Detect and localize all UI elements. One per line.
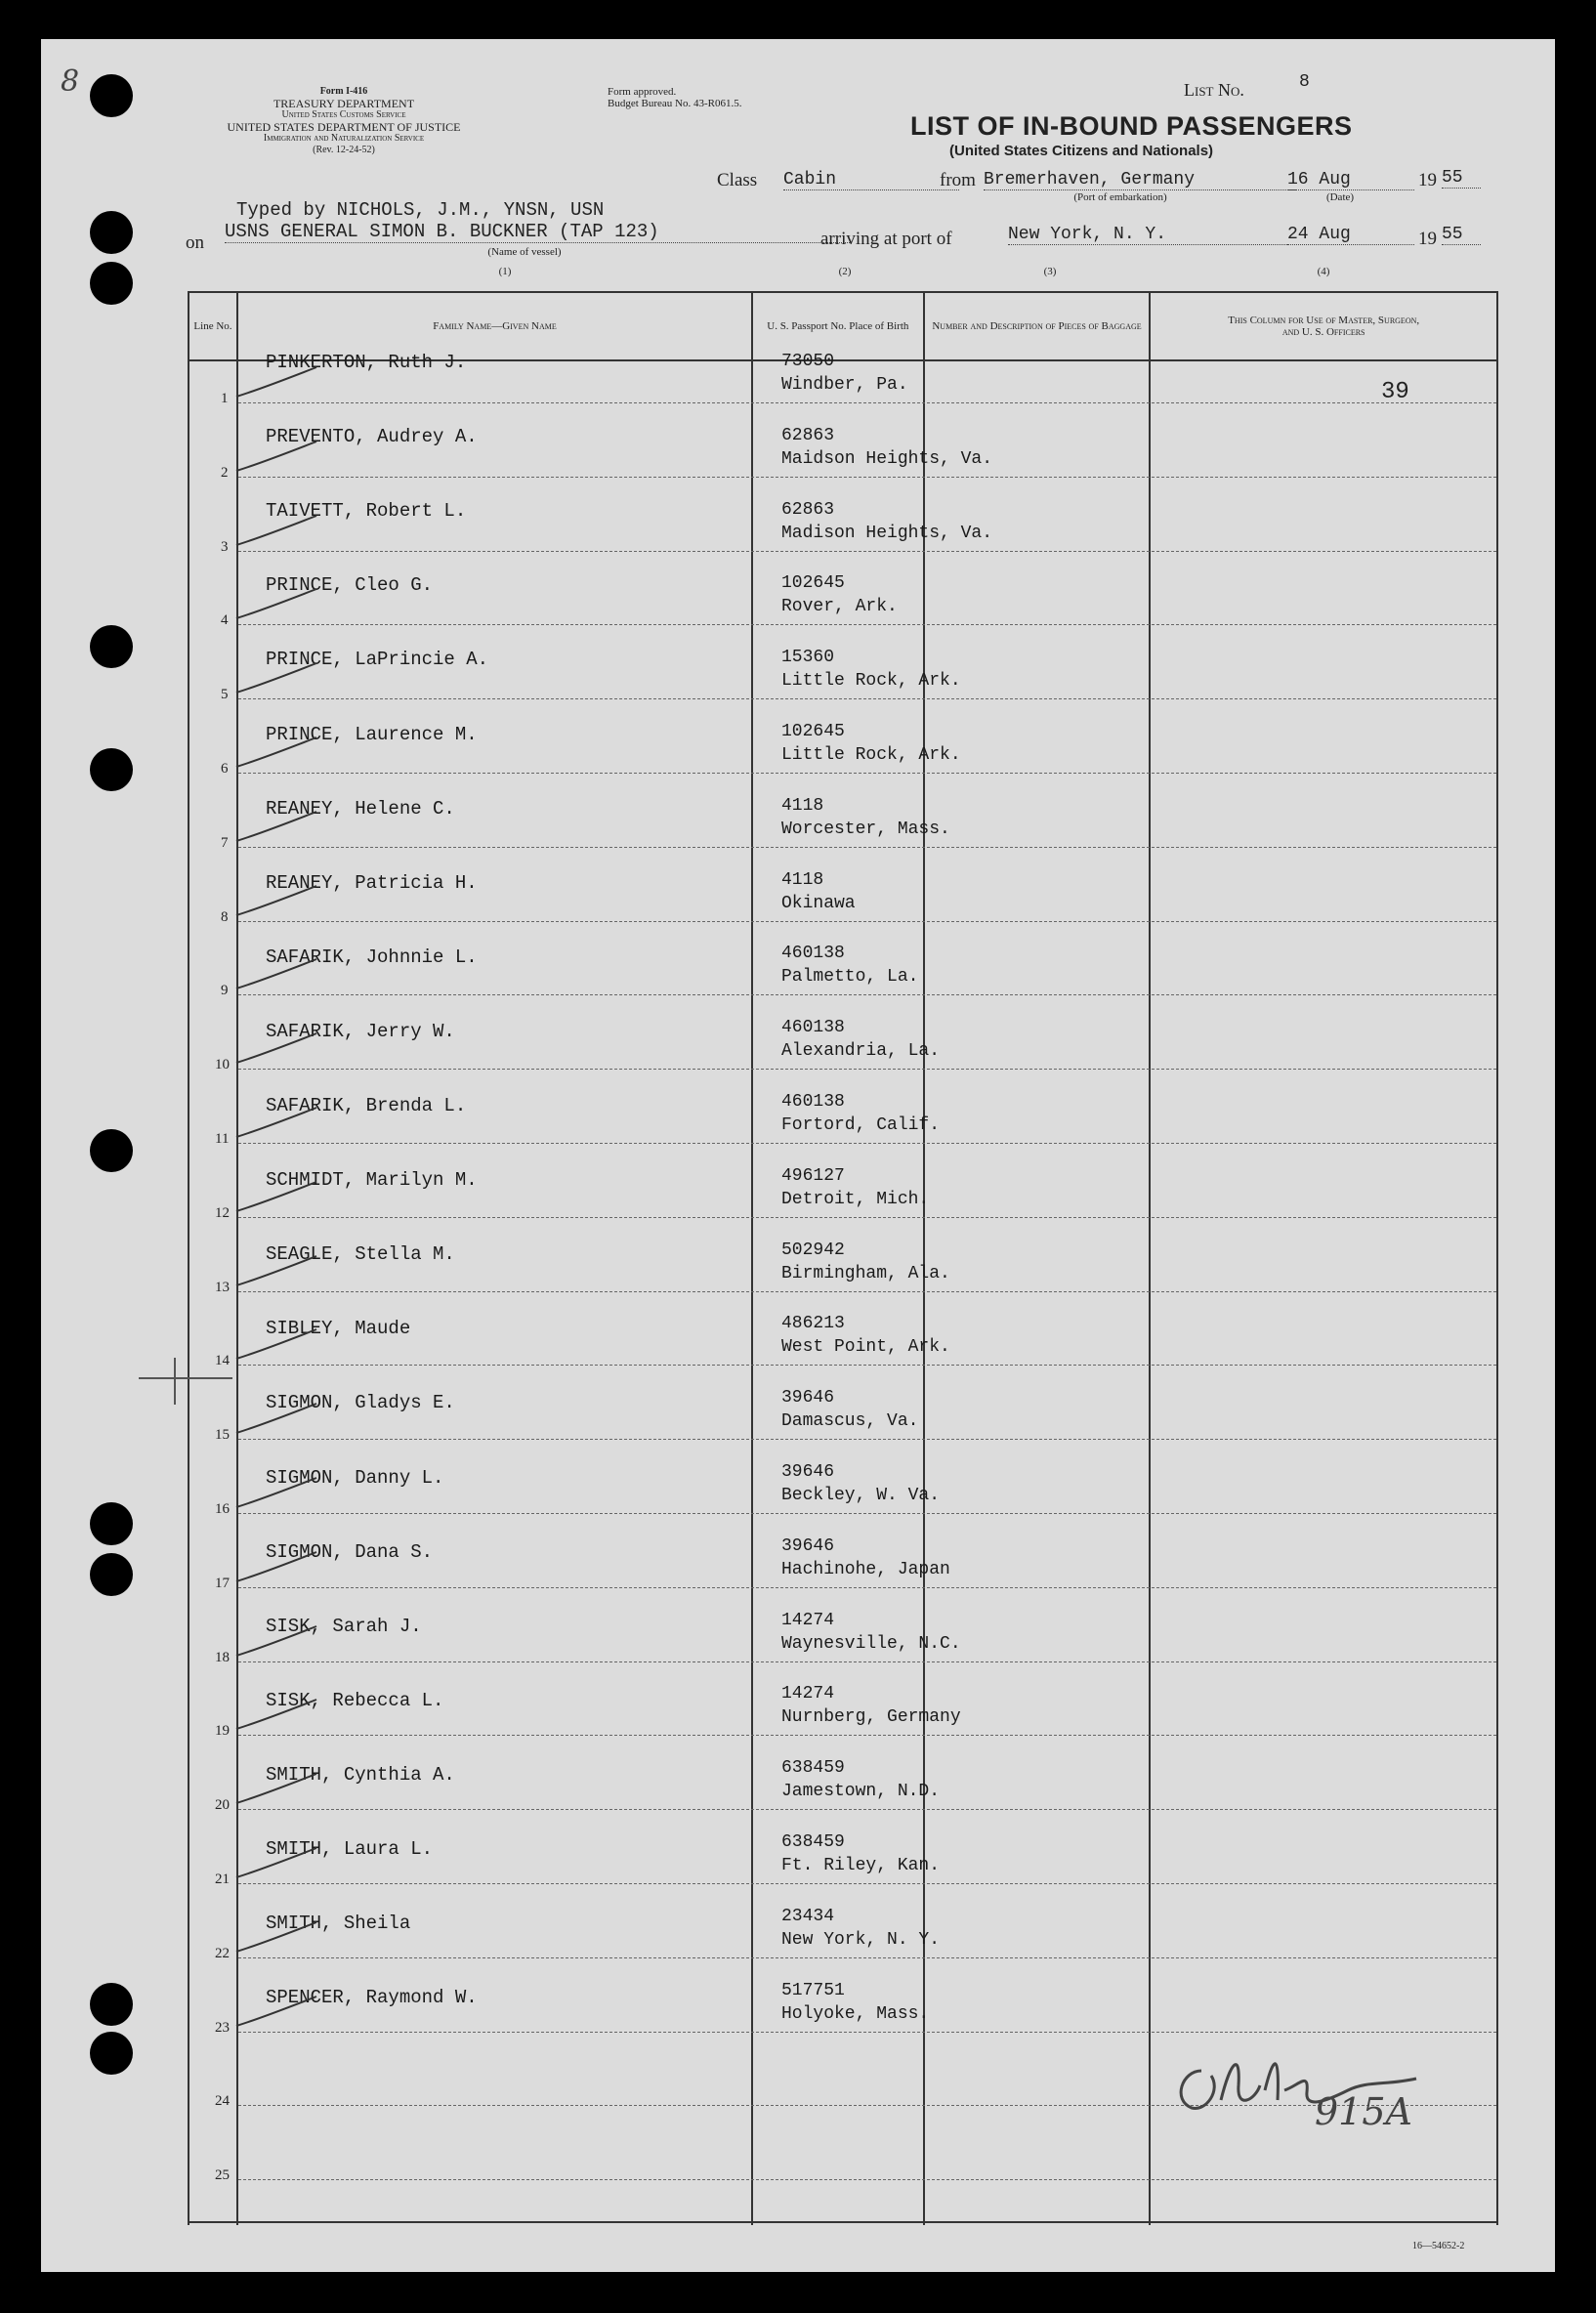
row-rule <box>238 1291 1496 1292</box>
row-rule <box>238 994 1496 995</box>
passport-number: 486213 <box>781 1314 845 1334</box>
row-rule <box>238 1735 1496 1736</box>
passport-number: 496127 <box>781 1165 845 1186</box>
binder-hole-icon <box>90 1129 133 1172</box>
passport-number: 502942 <box>781 1240 845 1260</box>
row-rule <box>238 847 1496 848</box>
row-rule <box>238 1143 1496 1144</box>
passport-number: 73050 <box>781 352 835 371</box>
checkmark-icon <box>232 1474 320 1513</box>
passenger-name: SEAGLE, Stella M. <box>266 1243 455 1266</box>
checkmark-icon <box>232 1696 320 1735</box>
place-of-birth: Windber, Pa. <box>781 375 908 395</box>
line-number: 12 <box>215 1204 230 1221</box>
row-rule <box>238 1069 1496 1070</box>
place-of-birth: Madison Heights, Va. <box>781 523 993 543</box>
place-of-birth: New York, N. Y. <box>781 1929 941 1950</box>
checkmark-icon <box>232 512 320 551</box>
line-number: 1 <box>221 391 229 406</box>
checkmark-icon <box>232 1030 320 1069</box>
line-number: 23 <box>215 2019 230 2036</box>
column-number-1: (1) <box>498 266 512 277</box>
row-rule <box>238 624 1496 625</box>
line-number: 2 <box>221 464 229 481</box>
form-number: Form I-416 <box>319 86 368 97</box>
passport-number: 638459 <box>781 1832 845 1852</box>
line-number: 20 <box>215 1797 230 1814</box>
binder-hole-icon <box>90 2032 133 2075</box>
binder-hole-icon <box>90 1553 133 1596</box>
place-of-birth: Nurnberg, Germany <box>781 1707 961 1728</box>
form-revision: (Rev. 12-24-52) <box>313 145 375 155</box>
row-rule <box>238 402 1496 403</box>
checkmark-icon <box>232 1252 320 1291</box>
place-of-birth: Birmingham, Ala. <box>781 1263 950 1283</box>
departure-year: 55 <box>1442 168 1481 189</box>
binder-hole-icon <box>90 625 133 668</box>
passenger-name: SCHMIDT, Marilyn M. <box>266 1169 478 1192</box>
customs-service: United States Customs Service <box>281 109 406 120</box>
on-label: on <box>186 232 204 253</box>
row-rule <box>238 1661 1496 1662</box>
arrival-port: New York, N. Y. <box>1008 225 1291 245</box>
line-number: 14 <box>215 1353 230 1369</box>
column-number-2: (2) <box>838 266 852 277</box>
typed-by: Typed by NICHOLS, J.M., YNSN, USN <box>236 199 605 221</box>
passport-number: 4118 <box>781 795 824 816</box>
header-line-no: Line No. <box>189 292 237 360</box>
line-number: 5 <box>221 687 229 703</box>
passenger-name: SISK, Sarah J. <box>266 1615 422 1637</box>
passport-number: 15360 <box>781 648 835 668</box>
line-number: 25 <box>215 2167 230 2184</box>
table-bottom-border <box>188 2221 1498 2223</box>
passport-number: 102645 <box>781 573 845 594</box>
corner-mark: 8 <box>61 64 80 99</box>
binder-hole-icon <box>90 1983 133 2026</box>
class-value: Cabin <box>783 170 959 190</box>
line-number: 18 <box>215 1649 230 1665</box>
form-approval <box>608 86 741 109</box>
line-number: 8 <box>221 908 229 925</box>
passenger-name: TAIVETT, Robert L. <box>266 500 467 523</box>
departure-date: 16 Aug <box>1287 170 1414 190</box>
passport-number: 460138 <box>781 1092 845 1112</box>
line-number: 17 <box>215 1575 230 1591</box>
place-of-birth: Jamestown, N.D. <box>781 1782 941 1802</box>
passport-number: 460138 <box>781 1018 845 1038</box>
row-rule <box>238 1587 1496 1588</box>
place-of-birth: Waynesville, N.C. <box>781 1633 961 1654</box>
passenger-name: SISK, Rebecca L. <box>266 1689 444 1711</box>
line-number: 15 <box>215 1427 230 1444</box>
line-number: 16 <box>215 1501 230 1517</box>
arrival-year: 55 <box>1442 225 1481 245</box>
passport-number: 517751 <box>781 1980 845 2000</box>
passenger-name: SPENCER, Raymond W. <box>266 1987 478 2009</box>
passenger-name: PRINCE, LaPrincie A. <box>266 649 489 671</box>
immigration-service: Immigration and Naturalization Service <box>263 133 425 144</box>
footer-code: 16—54652-2 <box>1412 2241 1465 2251</box>
passport-number: 14274 <box>781 1684 835 1704</box>
document-subtitle: (United States Citizens and Nationals) <box>949 143 1214 159</box>
from-port: Bremerhaven, Germany <box>984 170 1296 190</box>
year-prefix-2: 19 <box>1418 229 1437 249</box>
place-of-birth: Palmetto, La. <box>781 967 919 988</box>
passenger-name: SIGMON, Dana S. <box>266 1540 434 1563</box>
binder-hole-icon <box>90 1502 133 1545</box>
treasury-dept: TREASURY DEPARTMENT <box>273 97 415 110</box>
checkmark-icon <box>232 659 320 698</box>
passenger-name: SIGMON, Danny L. <box>266 1466 444 1489</box>
place-of-birth: Maidson Heights, Va. <box>781 448 993 469</box>
line-number: 9 <box>221 983 229 999</box>
place-of-birth: Okinawa <box>781 893 856 913</box>
checkmark-icon <box>232 585 320 624</box>
checkmark-icon <box>232 808 320 847</box>
table-header-row <box>189 292 1497 360</box>
row-rule <box>238 1513 1496 1514</box>
checkmark-icon <box>232 363 320 402</box>
passport-number: 39646 <box>781 1535 835 1556</box>
line-number: 19 <box>215 1723 230 1740</box>
list-number <box>1184 72 1310 101</box>
passport-number: 62863 <box>781 425 835 445</box>
document-title: LIST OF IN-BOUND PASSENGERS <box>910 111 1353 141</box>
place-of-birth: Alexandria, La. <box>781 1041 941 1062</box>
row-rule <box>238 698 1496 699</box>
line-number: 24 <box>215 2093 230 2110</box>
header-family-name: Family Name—Given Name <box>237 292 752 360</box>
passenger-name: REANEY, Patricia H. <box>266 871 478 894</box>
arriving-label: arriving at port of <box>820 229 952 249</box>
row-rule <box>238 1365 1496 1366</box>
checkmark-icon <box>232 1770 320 1809</box>
margin-plus-mark-vertical <box>174 1358 176 1405</box>
passport-number: 638459 <box>781 1758 845 1779</box>
place-of-birth: Holyoke, Mass. <box>781 2003 930 2024</box>
checkmark-icon <box>232 955 320 994</box>
passport-number: 14274 <box>781 1610 835 1630</box>
passenger-name: SAFARIK, Brenda L. <box>266 1095 467 1116</box>
header-officers: This Column for Use of Master, Surgeon, and U. S. Officers <box>1150 292 1497 360</box>
signature-number: 915A <box>1315 2090 1412 2133</box>
row-rule <box>238 773 1496 774</box>
list-no-value: 8 <box>1299 72 1310 92</box>
officer-count-note: 39 <box>1381 379 1409 405</box>
header-passport: U. S. Passport No. Place of Birth <box>752 292 924 360</box>
checkmark-icon <box>232 1400 320 1439</box>
column-number-3: (3) <box>1043 266 1057 277</box>
passenger-name: SMITH, Sheila <box>266 1913 411 1935</box>
passenger-name: SAFARIK, Jerry W. <box>266 1020 455 1042</box>
vessel-caption: (Name of vessel) <box>487 246 562 258</box>
line-number: 3 <box>221 538 229 555</box>
checkmark-icon <box>232 1622 320 1661</box>
passenger-name: PRINCE, Laurence M. <box>266 723 478 745</box>
place-of-birth: Ft. Riley, Kan. <box>781 1856 941 1875</box>
row-rule <box>238 1883 1496 1884</box>
budget-bureau-text: Budget Bureau No. 43-R061.5. <box>608 98 742 109</box>
passport-number: 4118 <box>781 869 824 890</box>
row-rule <box>238 1809 1496 1810</box>
line-number: 4 <box>221 612 229 629</box>
place-of-birth: Fortord, Calif. <box>781 1115 941 1135</box>
line-number: 10 <box>215 1057 230 1073</box>
passport-number: 102645 <box>781 722 845 741</box>
column-number-4: (4) <box>1317 266 1330 277</box>
row-rule <box>238 551 1496 552</box>
line-number: 11 <box>215 1131 230 1147</box>
year-prefix: 19 <box>1418 170 1437 190</box>
place-of-birth: Damascus, Va. <box>781 1411 919 1432</box>
row-rule <box>238 477 1496 478</box>
form-approved-text: Form approved. <box>608 86 677 98</box>
place-of-birth: Worcester, Mass. <box>781 819 950 839</box>
checkmark-icon <box>232 1325 320 1365</box>
class-label: Class <box>717 170 758 190</box>
vessel-name: USNS GENERAL SIMON B. BUCKNER (TAP 123) <box>225 221 850 243</box>
place-of-birth: West Point, Ark. <box>781 1337 950 1358</box>
list-no-label: List No. <box>1184 80 1244 100</box>
place-of-birth: Hachinohe, Japan <box>781 1559 950 1579</box>
port-caption: (Port of embarkation) <box>1073 191 1167 203</box>
document-page <box>41 39 1555 2272</box>
line-number: 13 <box>215 1279 230 1295</box>
passport-number: 39646 <box>781 1462 835 1482</box>
checkmark-icon <box>232 1104 320 1143</box>
line-number: 7 <box>221 834 229 851</box>
checkmark-icon <box>232 1993 320 2032</box>
place-of-birth: Detroit, Mich. <box>781 1189 930 1209</box>
line-number: 21 <box>215 1871 230 1887</box>
checkmark-icon <box>232 882 320 921</box>
place-of-birth: Rover, Ark. <box>781 597 898 617</box>
passenger-name: PINKERTON, Ruth J. <box>266 352 467 373</box>
passport-number: 39646 <box>781 1388 835 1409</box>
checkmark-icon <box>232 438 320 477</box>
binder-hole-icon <box>90 211 133 254</box>
passenger-name: PREVENTO, Audrey A. <box>266 426 478 448</box>
passport-number: 62863 <box>781 499 835 520</box>
binder-hole-icon <box>90 748 133 791</box>
place-of-birth: Little Rock, Ark. <box>781 671 961 692</box>
header-baggage: Number and Description of Pieces of Baggage <box>924 292 1151 360</box>
line-number: 22 <box>215 1945 230 1961</box>
row-rule <box>238 1957 1496 1958</box>
place-of-birth: Little Rock, Ark. <box>781 745 961 765</box>
checkmark-icon <box>232 1918 320 1957</box>
binder-hole-icon <box>90 74 133 117</box>
passport-number: 460138 <box>781 944 845 964</box>
passport-number: 23434 <box>781 1906 835 1926</box>
binder-hole-icon <box>90 262 133 305</box>
passenger-name: SMITH, Cynthia A. <box>266 1763 455 1786</box>
checkmark-icon <box>232 1548 320 1587</box>
row-rule <box>238 921 1496 922</box>
passenger-name: SIBLEY, Maude <box>266 1318 411 1340</box>
checkmark-icon <box>232 1844 320 1883</box>
checkmark-icon <box>232 734 320 773</box>
row-rule <box>238 2179 1496 2180</box>
passenger-name: SAFARIK, Johnnie L. <box>266 946 478 968</box>
justice-dept: UNITED STATES DEPARTMENT OF JUSTICE <box>227 120 461 134</box>
margin-plus-mark <box>139 1377 232 1379</box>
row-rule <box>238 1439 1496 1440</box>
date-caption: (Date) <box>1325 191 1355 203</box>
from-label: from <box>940 170 976 190</box>
place-of-birth: Beckley, W. Va. <box>781 1486 941 1505</box>
form-header-left <box>178 86 510 156</box>
line-number: 6 <box>221 761 229 777</box>
passenger-name: SMITH, Laura L. <box>266 1838 434 1860</box>
row-rule <box>238 1217 1496 1218</box>
passenger-name: PRINCE, Cleo G. <box>266 574 434 597</box>
arrival-date: 24 Aug <box>1287 225 1414 245</box>
checkmark-icon <box>232 1178 320 1217</box>
passenger-name: REANEY, Helene C. <box>266 797 455 820</box>
passenger-name: SIGMON, Gladys E. <box>266 1392 455 1414</box>
